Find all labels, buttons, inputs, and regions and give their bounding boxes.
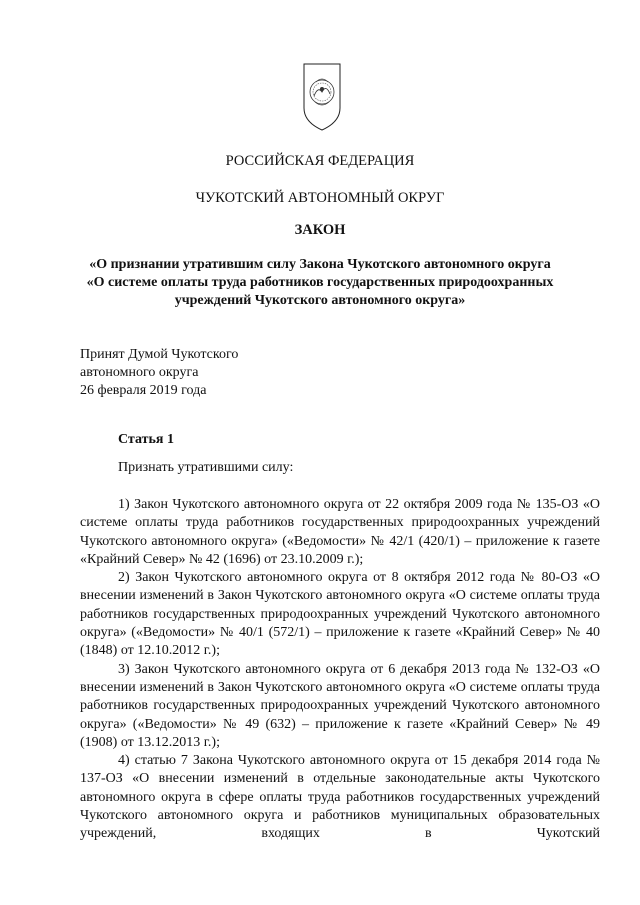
article-item: 1) Закон Чукотского автономного округа от 22 октября 2009 года № 135-ОЗ «О системе оплаты труда работников государственных природоохранных учреждений Чукотского автономного округа» («Ведомости» № 42/1 (420/1) – приложение к газете «Крайний Север» № 42 (1696) от 23.10.2009 г.); [80,497,600,567]
country-heading: РОССИЙСКАЯ ФЕДЕРАЦИЯ [225,153,415,169]
article-item: 2) Закон Чукотского автономного округа от 8 октября 2012 года № 80-ОЗ «О внесении изменений в Закон Чукотского автономного округа «О системе оплаты труда работников государственных природоохранных учреждений Чукотского автономного округа» («Ведомости» № 40/1 (572/1) – приложение к газете «Крайний Север» № 40 (1848) от 12.10.2012 г.); [80,570,600,659]
article-intro: Признать утратившими силу: [118,460,294,475]
document-type-heading: ЗАКОН [294,222,346,238]
article-items [80,496,600,844]
adoption-date: 26 февраля 2019 года [80,383,207,398]
article-item: 3) Закон Чукотского автономного округа от 6 декабря 2013 года № 132-ОЗ «О внесении изменений в Закон Чукотского автономного округа «О системе оплаты труда работников государственных природоохранных учреждений Чукотского автономного округа» («Ведомости» № 49 (632) – приложение к газете «Крайний Север» № 49 (1908) от 13.12.2013 г.); [80,661,600,750]
article-heading: Статья 1 [118,432,174,447]
article-item: 4) статью 7 Закона Чукотского автономного округа от 15 декабря 2014 года № 137-ОЗ «О внесении изменений в отдельные законодательные акты Чукотского автономного округа в сфере оплаты труда работников государственных учреждений Чукотского автономного округа и работников муниципальных образовательных учреждений, входящих в Чукотский [80,753,600,842]
law-title-line: «О системе оплаты труда работников государственных природоохранных [86,275,554,290]
adoption-line: Принят Думой Чукотского [80,347,239,362]
adoption-line: автономного округа [80,365,199,380]
coat-of-arms-emblem [302,62,342,134]
law-title [0,256,640,310]
region-heading: ЧУКОТСКИЙ АВТОНОМНЫЙ ОКРУГ [195,190,445,206]
law-title-line: учреждений Чукотского автономного округа» [174,293,466,308]
law-title-line: «О признании утратившим силу Закона Чукотского автономного округа [89,257,551,272]
adoption-block [80,346,238,400]
